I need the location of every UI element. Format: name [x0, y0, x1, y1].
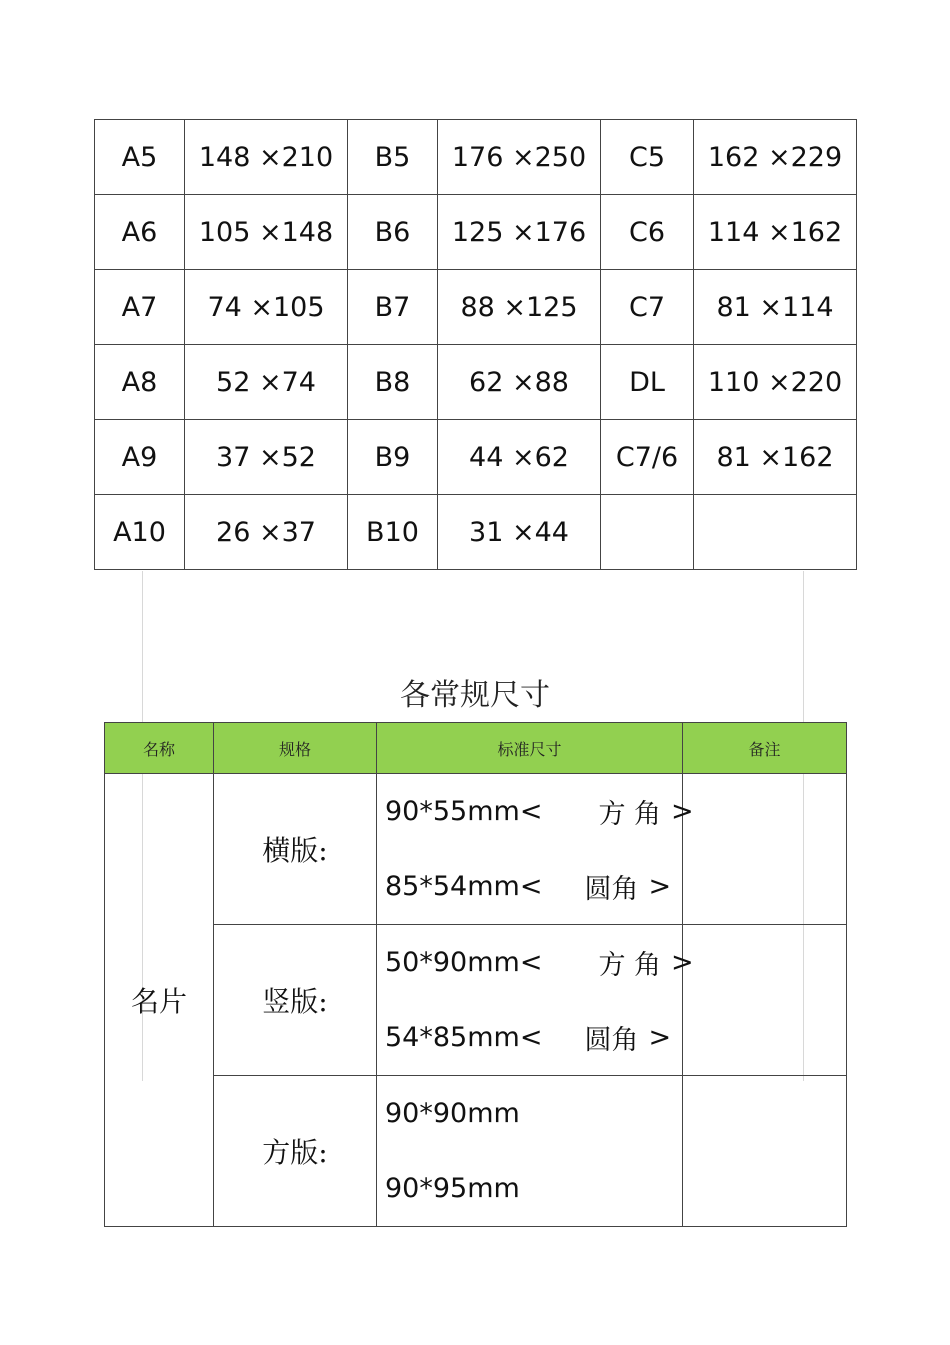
- spec-label: 方版:: [214, 1076, 377, 1227]
- size-line: [385, 774, 694, 849]
- paper-code: [601, 495, 694, 570]
- paper-dimensions: 105 ×148: [185, 195, 348, 270]
- paper-dimensions: 74 ×105: [185, 270, 348, 345]
- header-name: 名称: [105, 723, 214, 774]
- paper-code: A8: [95, 345, 185, 420]
- paper-dimensions: 81 ×114: [694, 270, 857, 345]
- size-line: [385, 1000, 682, 1075]
- paper-code: C6: [601, 195, 694, 270]
- paper-dimensions: 110 ×220: [694, 345, 857, 420]
- table-row: [105, 774, 847, 925]
- paper-dimensions: 125 ×176: [438, 195, 601, 270]
- paper-size-table: [94, 119, 857, 570]
- size-line: [385, 849, 682, 924]
- paper-code: C7/6: [601, 420, 694, 495]
- bracket-close: >: [671, 947, 694, 978]
- corner-type: 圆角: [584, 874, 639, 905]
- paper-dimensions: 114 ×162: [694, 195, 857, 270]
- size-cell: [377, 774, 694, 925]
- note-cell: [683, 774, 847, 925]
- bracket-close: >: [671, 796, 694, 827]
- table-row: [95, 120, 857, 195]
- size-cell: [377, 925, 694, 1076]
- corner-type: 方 角: [598, 799, 662, 830]
- header-standard-size: 标准尺寸: [377, 723, 683, 774]
- paper-code: B9: [348, 420, 438, 495]
- size-line: [385, 1151, 682, 1226]
- paper-code: C5: [601, 120, 694, 195]
- paper-code: A9: [95, 420, 185, 495]
- paper-dimensions: 37 ×52: [185, 420, 348, 495]
- size-value: 85*54mm<: [385, 871, 543, 902]
- note-cell: [683, 1076, 847, 1227]
- paper-dimensions: 162 ×229: [694, 120, 857, 195]
- paper-dimensions: 148 ×210: [185, 120, 348, 195]
- paper-code: DL: [601, 345, 694, 420]
- paper-code: B7: [348, 270, 438, 345]
- paper-code: A6: [95, 195, 185, 270]
- spec-label: 竖版:: [214, 925, 377, 1076]
- table-row: [95, 420, 857, 495]
- item-name: 名片: [105, 774, 214, 1227]
- size-value: 50*90mm<: [385, 947, 543, 978]
- paper-code: B8: [348, 345, 438, 420]
- table-row: [105, 1076, 847, 1227]
- size-cell: [377, 1076, 683, 1227]
- note-cell: [683, 925, 847, 1076]
- business-card-table: [104, 722, 847, 1227]
- paper-dimensions: 81 ×162: [694, 420, 857, 495]
- size-line: [385, 925, 694, 1000]
- paper-dimensions: 62 ×88: [438, 345, 601, 420]
- paper-code: B10: [348, 495, 438, 570]
- size-value: 54*85mm<: [385, 1022, 543, 1053]
- corner-type: 圆角: [584, 1025, 639, 1056]
- size-value: 90*90mm: [385, 1098, 520, 1129]
- bracket-close: >: [648, 871, 672, 902]
- table-row: [105, 925, 847, 1076]
- paper-code: B6: [348, 195, 438, 270]
- size-value: 90*95mm: [385, 1173, 520, 1204]
- size-line: [385, 1076, 682, 1151]
- paper-dimensions: 44 ×62: [438, 420, 601, 495]
- header-spec: 规格: [214, 723, 377, 774]
- paper-dimensions: 88 ×125: [438, 270, 601, 345]
- paper-dimensions: 26 ×37: [185, 495, 348, 570]
- section-title: 各常规尺寸: [400, 678, 550, 713]
- spec-label: 横版:: [214, 774, 377, 925]
- paper-code: C7: [601, 270, 694, 345]
- paper-dimensions: 31 ×44: [438, 495, 601, 570]
- table-row: [95, 345, 857, 420]
- paper-code: A10: [95, 495, 185, 570]
- table-row: [95, 270, 857, 345]
- paper-dimensions: 52 ×74: [185, 345, 348, 420]
- table-row: [95, 195, 857, 270]
- header-note: 备注: [683, 723, 847, 774]
- bracket-close: >: [648, 1022, 672, 1053]
- table-row: [95, 495, 857, 570]
- paper-code: A5: [95, 120, 185, 195]
- table-header-row: [105, 723, 847, 774]
- paper-dimensions: [694, 495, 857, 570]
- paper-code: A7: [95, 270, 185, 345]
- paper-code: B5: [348, 120, 438, 195]
- paper-dimensions: 176 ×250: [438, 120, 601, 195]
- size-value: 90*55mm<: [385, 796, 543, 827]
- corner-type: 方 角: [598, 950, 662, 981]
